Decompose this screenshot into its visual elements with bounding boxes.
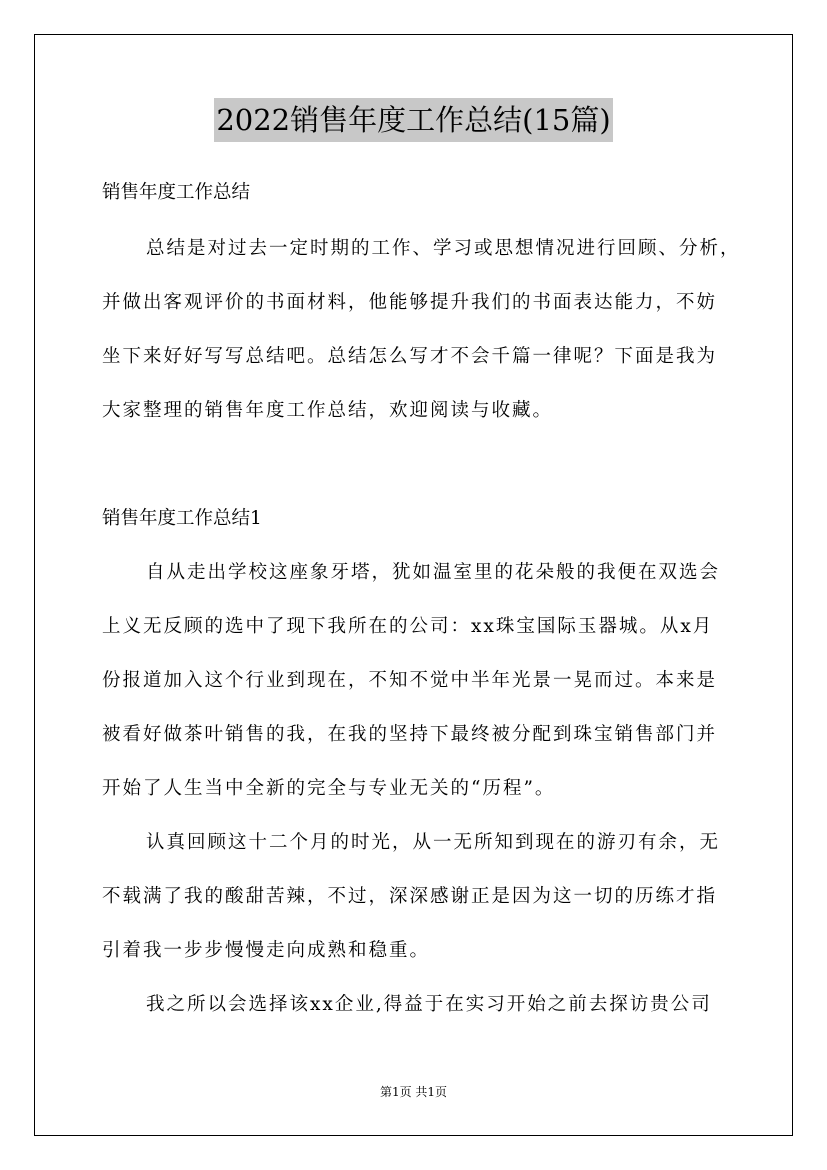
para1-line-3: 份报道加入这个行业到现在，不知不觉中半年光景一晃而过。本来是 <box>102 670 718 691</box>
para2-line-2: 不载满了我的酸甜苦辣，不过，深深感谢正是因为这一切的历练才指 <box>102 886 718 907</box>
intro-line-1: 总结是对过去一定时期的工作、学习或思想情况进行回顾、分析， <box>146 238 741 259</box>
section-heading-intro: 销售年度工作总结 <box>102 182 251 203</box>
para1-line-2: 上义无反顾的选中了现下我所在的公司：xx珠宝国际玉器城。从x月 <box>102 616 714 637</box>
para1-line-1: 自从走出学校这座象牙塔，犹如温室里的花朵般的我便在双选会 <box>146 562 721 583</box>
intro-line-4: 大家整理的销售年度工作总结，欢迎阅读与收藏。 <box>102 400 554 421</box>
para1-line-4: 被看好做茶叶销售的我，在我的坚持下最终被分配到珠宝销售部门并 <box>102 724 718 745</box>
document-title: 2022销售年度工作总结(15篇) <box>214 98 612 142</box>
para1-line-5: 开始了人生当中全新的完全与专业无关的“历程”。 <box>102 778 556 799</box>
intro-line-3: 坐下来好好写写总结吧。总结怎么写才不会千篇一律呢？下面是我为 <box>102 346 718 367</box>
section-heading-1: 销售年度工作总结1 <box>102 508 262 529</box>
para2-line-3: 引着我一步步慢慢走向成熟和稳重。 <box>102 940 431 961</box>
title-container <box>0 98 827 142</box>
para2-line-1: 认真回顾这十二个月的时光，从一无所知到现在的游刃有余，无 <box>146 832 721 853</box>
para3-line-1: 我之所以会选择该xx企业,得益于在实习开始之前去探访贵公司 <box>146 994 712 1015</box>
intro-line-2: 并做出客观评价的书面材料，他能够提升我们的书面表达能力，不妨 <box>102 292 718 313</box>
page-footer: 第1页 共1页 <box>379 1085 448 1099</box>
